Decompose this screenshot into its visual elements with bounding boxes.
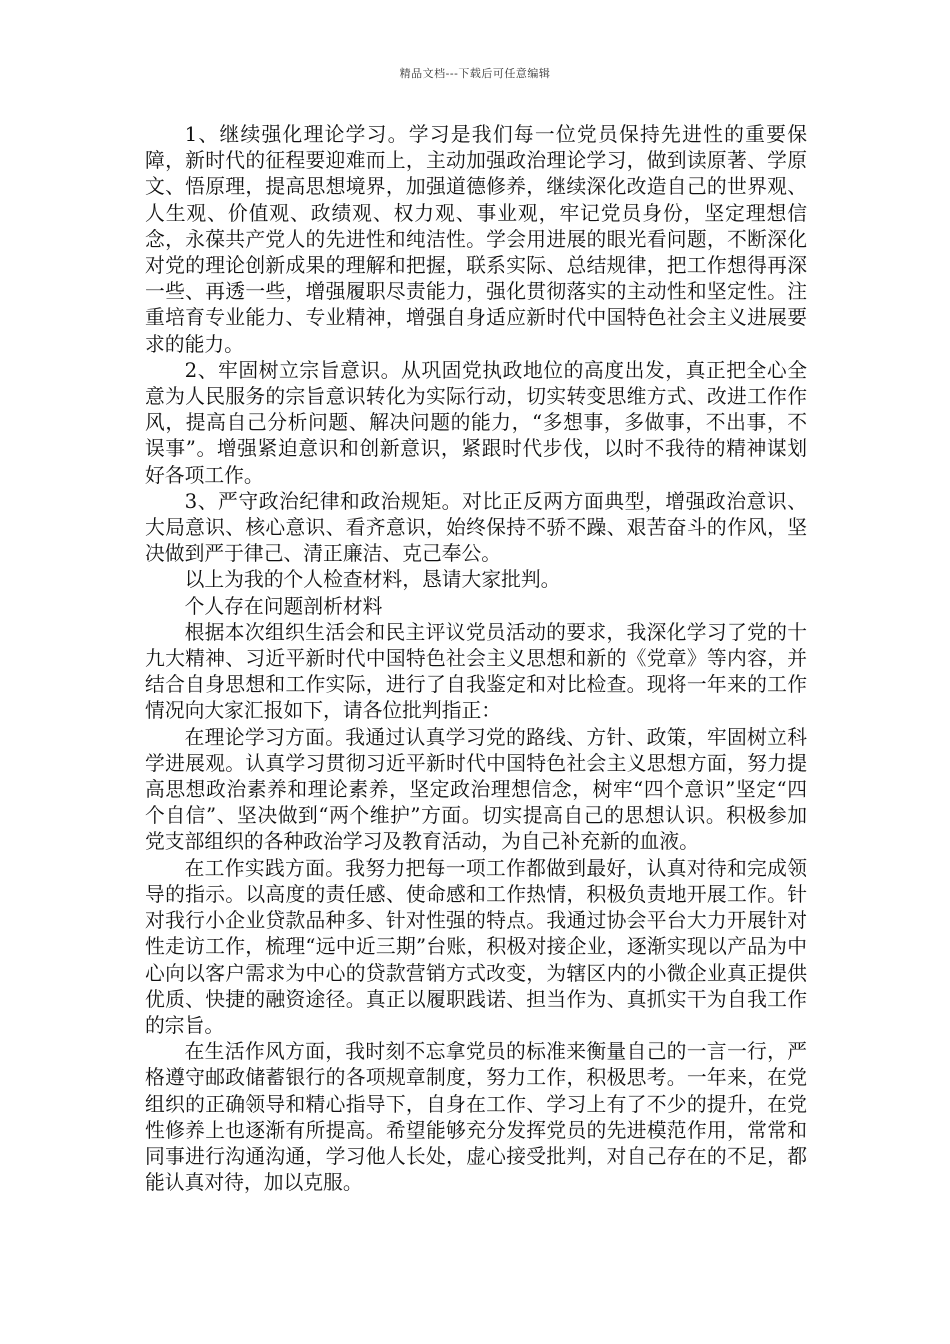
paragraph-1: 1、继续强化理论学习。学习是我们每一位党员保持先进性的重要保障，新时代的征程要迎难而上，主动加强政治理论学习，做到读原著、学原文、悟原理，提高思想境界，加强道德修养，继续深化改造自己的世界观、人生观、价值观、政绩观、权力观、事业观，牢记党员身份，坚定理想信念，永葆共产党人的先进性和纯洁性。学会用进展的眼光看问题，不断深化对党的理论创新成果的理解和把握，联系实际、总结规律，把工作想得再深一些、再透一些，增强履职尽责能力，强化贯彻落实的主动性和坚定性。注重培育专业能力、专业精神，增强自身适应新时代中国特色社会主义进展要求的能力。 — [145, 123, 807, 356]
section-title: 个人存在问题剖析材料 — [184, 594, 383, 618]
paragraph-6: 根据本次组织生活会和民主评议党员活动的要求，我深化学习了党的十九大精神、习近平新时代中国特色社会主义思想和新的《党章》等内容，并结合自身思想和工作实际，进行了自我鉴定和对比检查。现将一年来的工作情况向大家汇报如下，请各位批判指正： — [145, 620, 807, 723]
paragraph-4: 以上为我的个人检查材料，恳请大家批判。 — [184, 568, 561, 592]
paragraph-3: 3、严守政治纪律和政治规矩。对比正反两方面典型，增强政治意识、大局意识、核心意识、看齐意识，始终保持不骄不躁、艰苦奋斗的作风，坚决做到严于律己、清正廉洁、克己奉公。 — [145, 489, 807, 566]
paragraph-2: 2、牢固树立宗旨意识。从巩固党执政地位的高度出发，真正把全心全意为人民服务的宗旨意识转化为实际行动，切实转变思维方式、改进工作作风，提高自己分析问题、解决问题的能力，“多想事，多做事，不出事，不误事”。增强紧迫意识和创新意识，紧跟时代步伐，以时不我待的精神谋划好各项工作。 — [145, 358, 807, 487]
paragraph-7: 在理论学习方面。我通过认真学习党的路线、方针、政策，牢固树立科学进展观。认真学习贯彻习近平新时代中国特色社会主义思想方面，努力提高思想政治素养和理论素养，坚定政治理想信念，树牢“四个意识”坚定“四个自信”、坚决做到“两个维护”方面。切实提高自己的思想认识。积极参加党支部组织的各种政治学习及教育活动，为自己补充新的血液。 — [145, 725, 807, 854]
paragraph-8: 在工作实践方面。我努力把每一项工作都做到最好，认真对待和完成领导的指示。以高度的责任感、使命感和工作热情，积极负责地开展工作。针对我行小企业贷款品种多、针对性强的特点。我通过协会平台大力开展针对性走访工作，梳理“远中近三期”台账，积极对接企业，逐渐实现以产品为中心向以客户需求为中心的贷款营销方式改变，为辖区内的小微企业真正提供优质、快捷的融资途径。真正以履职践诺、担当作为、真抓实干为自我工作的宗旨。 — [145, 856, 807, 1037]
page-header: 精品文档---下载后可任意编辑 — [399, 67, 551, 80]
document-body — [145, 122, 807, 1196]
paragraph-9: 在生活作风方面，我时刻不忘拿党员的标准来衡量自己的一言一行，严格遵守邮政储蓄银行的各项规章制度，努力工作，积极思考。一年来，在党组织的正确领导和精心指导下，自身在工作、学习上有了不少的提升，在党性修养上也逐渐有所提高。希望能够充分发挥党员的先进模范作用，常常和同事进行沟通沟通，学习他人长处，虚心接受批判，对自己存在的不足，都能认真对待，加以克服。 — [145, 1040, 807, 1195]
